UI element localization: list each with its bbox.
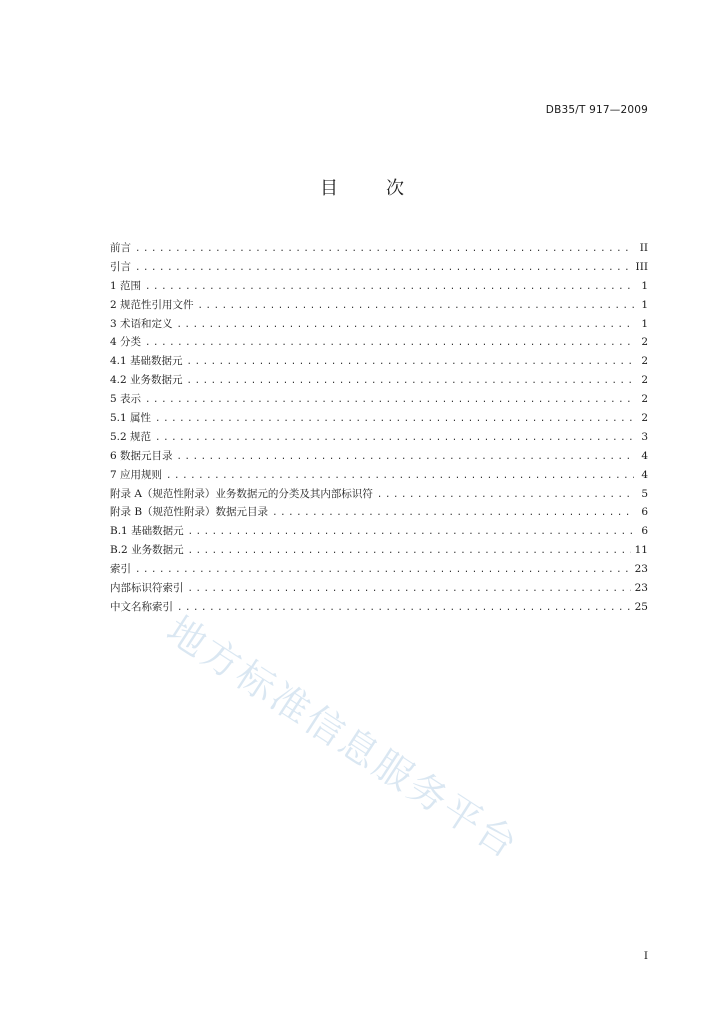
toc-entry-page: II bbox=[639, 242, 648, 254]
toc-entry-page: 23 bbox=[634, 563, 648, 576]
toc-entry[interactable] bbox=[110, 239, 648, 258]
toc-leader-dots bbox=[145, 278, 634, 297]
toc-leader-dots bbox=[188, 523, 634, 542]
toc-entry-page: III bbox=[635, 260, 648, 273]
toc-leader-dots bbox=[377, 486, 634, 505]
toc-entry[interactable] bbox=[110, 447, 648, 466]
toc-entry-label: 索引 bbox=[110, 563, 131, 576]
toc-entry-page: 25 bbox=[634, 600, 648, 613]
toc-entry[interactable] bbox=[110, 315, 648, 334]
toc-entry-label: 附录 A（规范性附录）业务数据元的分类及其内部标识符 bbox=[110, 487, 373, 500]
toc-entry[interactable] bbox=[110, 579, 648, 598]
toc-entry-page: 2 bbox=[641, 412, 648, 425]
toc-entry-page: 1 bbox=[641, 279, 648, 292]
toc-entry-label: 5.2 规范 bbox=[110, 430, 152, 443]
toc-entry[interactable] bbox=[110, 371, 648, 390]
toc-entry-label: 中文名称索引 bbox=[110, 600, 173, 613]
toc-title bbox=[0, 174, 724, 200]
toc-entry-label: 前言 bbox=[110, 242, 131, 254]
toc-leader-dots bbox=[187, 372, 634, 391]
toc-entry-page: 4 bbox=[641, 468, 648, 481]
watermark-text: 地方标准信息服务平台 bbox=[159, 607, 527, 868]
toc-leader-dots bbox=[155, 410, 634, 429]
toc-entry-label: 6 数据元目录 bbox=[110, 449, 173, 462]
toc-entry-label: 4 分类 bbox=[110, 336, 142, 349]
toc-entry-page: 3 bbox=[641, 430, 648, 443]
toc-title-char: 次 bbox=[386, 178, 404, 199]
toc-entry-page: 11 bbox=[634, 544, 648, 557]
toc-entry-label: 附录 B（规范性附录）数据元目录 bbox=[110, 506, 269, 519]
toc-entry[interactable] bbox=[110, 428, 648, 447]
toc-entry[interactable] bbox=[110, 409, 648, 428]
toc-leader-dots bbox=[135, 240, 634, 259]
toc-entry-page: 2 bbox=[641, 355, 648, 368]
toc-leader-dots bbox=[155, 429, 634, 448]
toc-leader-dots bbox=[198, 297, 634, 316]
toc-entry[interactable] bbox=[110, 522, 648, 541]
toc-leader-dots bbox=[135, 561, 631, 580]
toc-entry-page: 5 bbox=[641, 487, 648, 500]
toc-entry-label: B.1 基础数据元 bbox=[110, 525, 184, 538]
toc-entry[interactable] bbox=[110, 541, 648, 560]
toc-entry[interactable] bbox=[110, 277, 648, 296]
toc-entry[interactable] bbox=[110, 390, 648, 409]
toc-entry-label: 2 规范性引用文件 bbox=[110, 298, 194, 311]
toc-entry-page: 6 bbox=[641, 506, 648, 519]
toc-leader-dots bbox=[188, 542, 631, 561]
toc-leader-dots bbox=[135, 259, 632, 278]
toc-title-char: 目 bbox=[320, 178, 338, 199]
toc-entry[interactable] bbox=[110, 258, 648, 277]
toc-leader-dots bbox=[188, 580, 631, 599]
toc-entry-label: 3 术语和定义 bbox=[110, 317, 173, 330]
toc-entry-label: 内部标识符索引 bbox=[110, 582, 184, 595]
toc-entry[interactable] bbox=[110, 503, 648, 522]
toc-list bbox=[110, 239, 648, 617]
toc-leader-dots bbox=[166, 467, 634, 486]
toc-entry-label: B.2 业务数据元 bbox=[110, 544, 184, 557]
toc-leader-dots bbox=[272, 504, 634, 523]
toc-entry-page: 4 bbox=[641, 449, 648, 462]
toc-entry-label: 5 表示 bbox=[110, 393, 142, 406]
toc-entry-label: 4.1 基础数据元 bbox=[110, 355, 183, 368]
toc-entry-label: 4.2 业务数据元 bbox=[110, 374, 183, 387]
toc-leader-dots bbox=[177, 448, 634, 467]
toc-entry-label: 7 应用规则 bbox=[110, 468, 163, 481]
toc-entry-label: 5.1 属性 bbox=[110, 412, 152, 425]
toc-entry[interactable] bbox=[110, 560, 648, 579]
toc-leader-dots bbox=[145, 334, 634, 353]
toc-entry[interactable] bbox=[110, 598, 648, 617]
toc-entry-page: 6 bbox=[641, 525, 648, 538]
page-number: I bbox=[643, 950, 648, 962]
toc-entry[interactable] bbox=[110, 333, 648, 352]
toc-entry-label: 1 范围 bbox=[110, 279, 142, 292]
toc-entry[interactable] bbox=[110, 485, 648, 504]
toc-leader-dots bbox=[177, 316, 634, 335]
toc-entry-page: 2 bbox=[641, 374, 648, 387]
toc-entry-page: 1 bbox=[641, 317, 648, 330]
toc-entry[interactable] bbox=[110, 466, 648, 485]
toc-entry-label: 引言 bbox=[110, 260, 131, 273]
toc-leader-dots bbox=[177, 599, 631, 618]
toc-leader-dots bbox=[187, 353, 634, 372]
toc-entry[interactable] bbox=[110, 296, 648, 315]
toc-leader-dots bbox=[145, 391, 634, 410]
toc-entry[interactable] bbox=[110, 352, 648, 371]
standard-code: DB35/T 917—2009 bbox=[545, 104, 648, 116]
toc-entry-page: 2 bbox=[641, 336, 648, 349]
toc-entry-page: 23 bbox=[634, 582, 648, 595]
toc-entry-page: 2 bbox=[641, 393, 648, 406]
toc-entry-page: 1 bbox=[641, 298, 648, 311]
